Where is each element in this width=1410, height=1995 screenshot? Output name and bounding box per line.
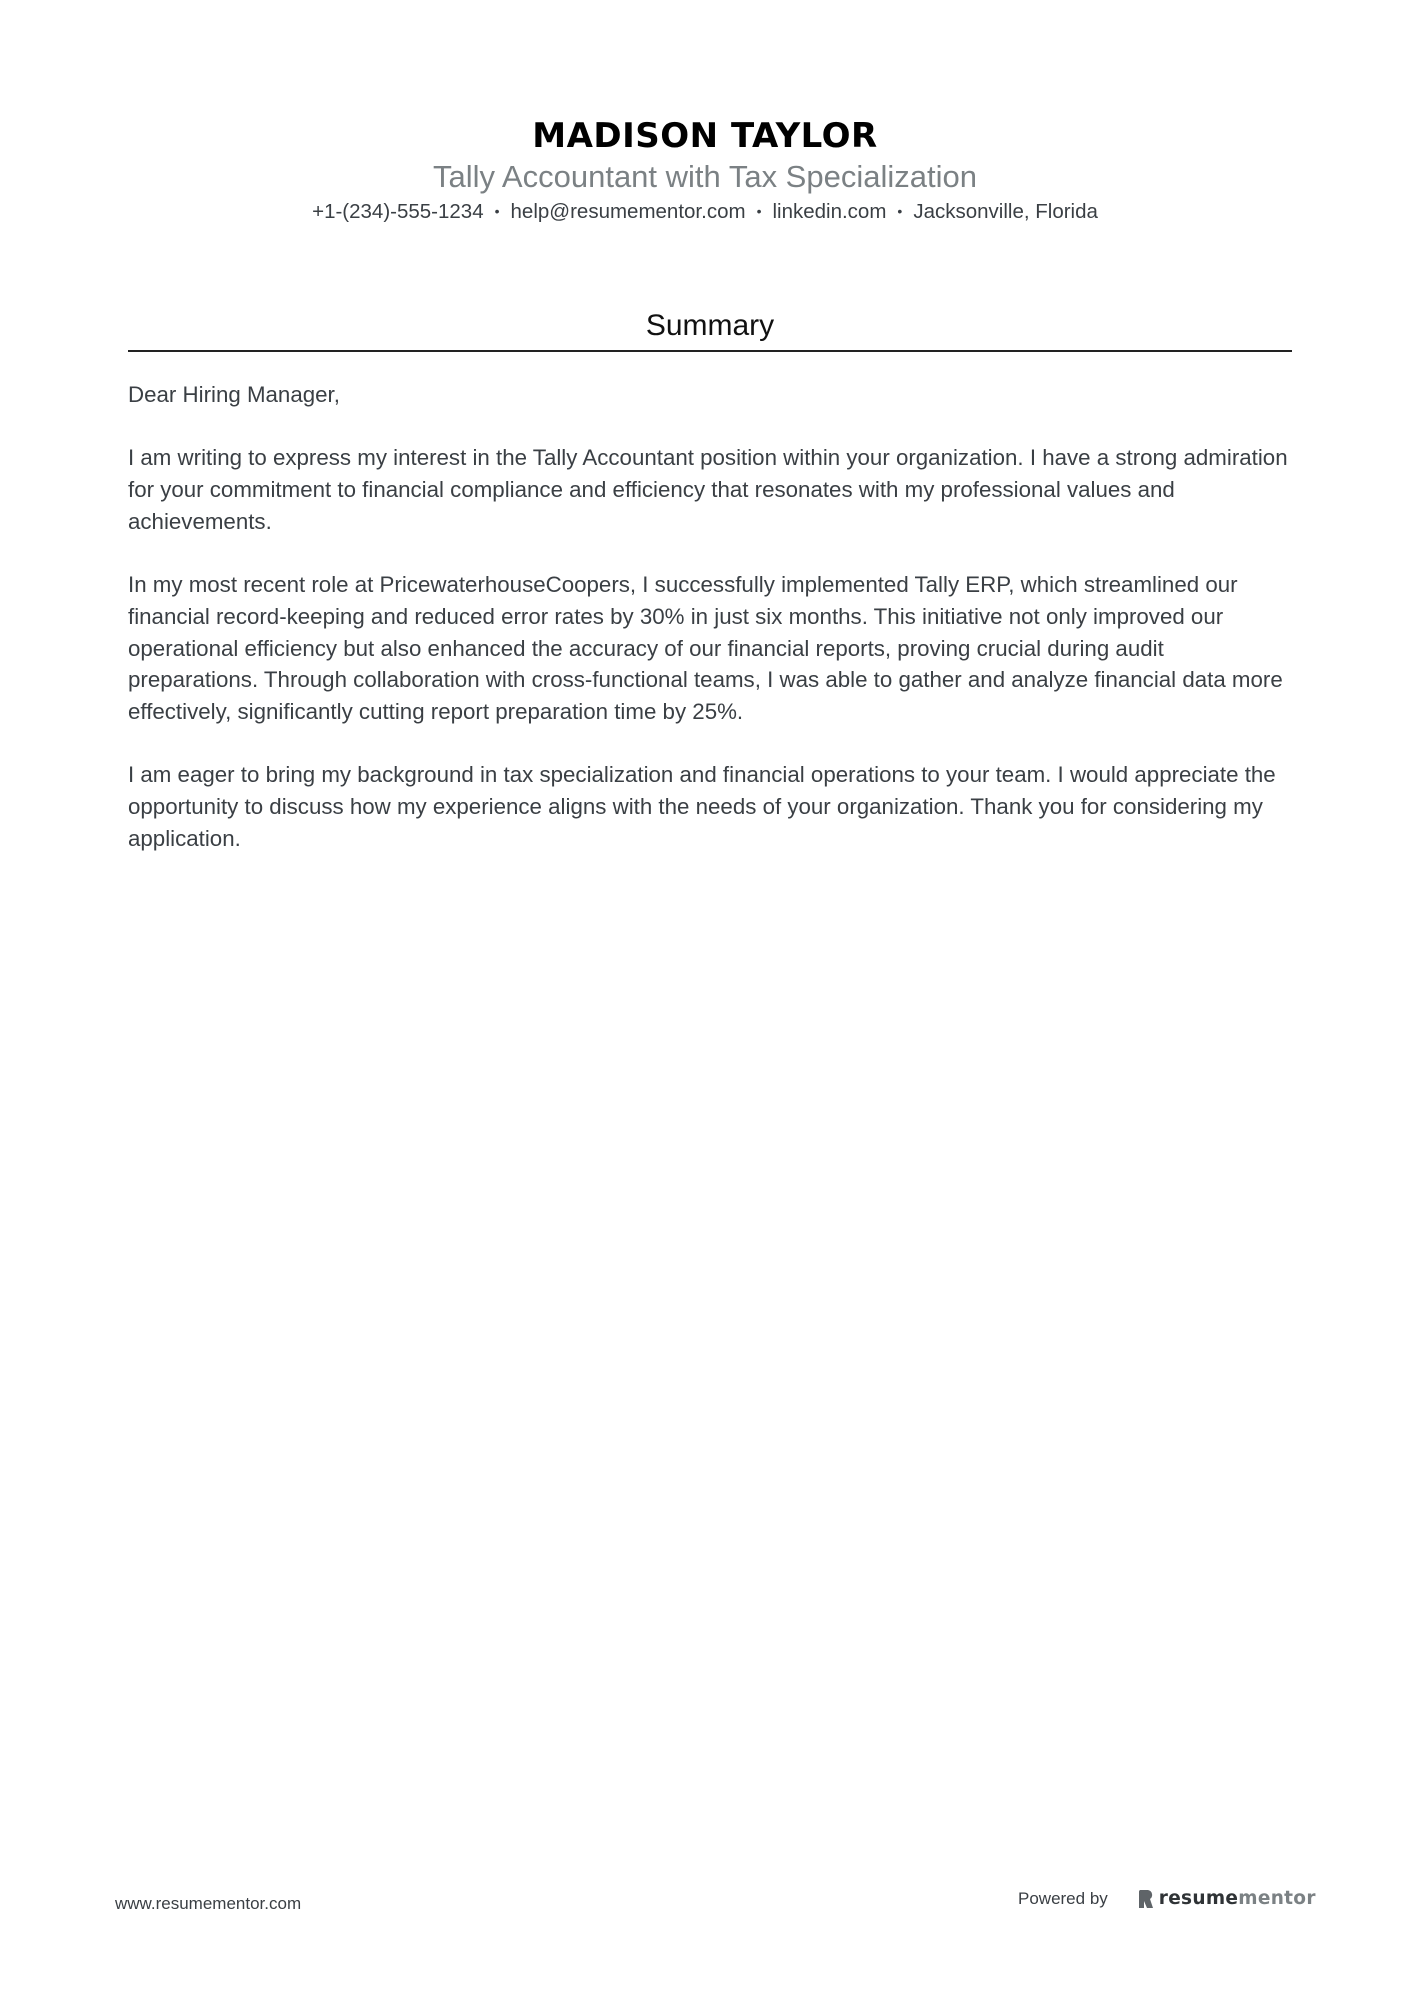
resumementor-logo-text: resumementor [1158, 1888, 1316, 1909]
letter-greeting: Dear Hiring Manager, [128, 382, 340, 407]
section-title-summary: Summary [645, 309, 775, 342]
letter-paragraph: I am eager to bring my background in tax specialization and financial operations to your team. I would appreciate the opportunity to discuss how my experience aligns with the needs of your organization. Thank you for considering my application. [128, 762, 1276, 851]
separator-dot: • [494, 203, 500, 219]
candidate-name: MADISON TAYLOR [532, 116, 878, 156]
letter-body [128, 379, 1298, 886]
contact-location: Jacksonville, Florida [913, 200, 1098, 223]
letter-paragraph: I am writing to express my interest in the Tally Accountant position within your organization. I have a strong admiration for your commitment to financial compliance and efficiency that resonates with my professional values and achievements. [128, 445, 1288, 534]
resumementor-logo-icon [1138, 1889, 1154, 1909]
powered-by-label: Powered by [1018, 1888, 1108, 1908]
contact-phone: +1-(234)-555-1234 [312, 200, 484, 223]
contact-email[interactable]: help@resumementor.com [510, 200, 746, 223]
separator-dot: • [756, 203, 762, 219]
letter-paragraph: In my most recent role at PricewaterhouseCoopers, I successfully implemented Tally ERP, which streamlined our financial record-keeping and reduced error rates by 30% in just six months. This initiative not only improved our operational efficiency but also enhanced the accuracy of our financial reports, proving crucial during audit preparations. Through collaboration with cross-functional teams, I was able to gather and analyze financial data more effectively, significantly cutting report preparation time by 25%. [128, 572, 1283, 724]
separator-dot: • [897, 203, 903, 219]
contact-line [0, 196, 1410, 227]
footer-website[interactable]: www.resumementor.com [115, 1894, 302, 1913]
contact-linkedin[interactable]: linkedin.com [772, 200, 887, 223]
job-title: Tally Accountant with Tax Specialization [433, 159, 977, 194]
powered-by-block [1018, 1888, 1316, 1909]
resume-header [0, 112, 1410, 227]
section-divider [128, 350, 1292, 352]
